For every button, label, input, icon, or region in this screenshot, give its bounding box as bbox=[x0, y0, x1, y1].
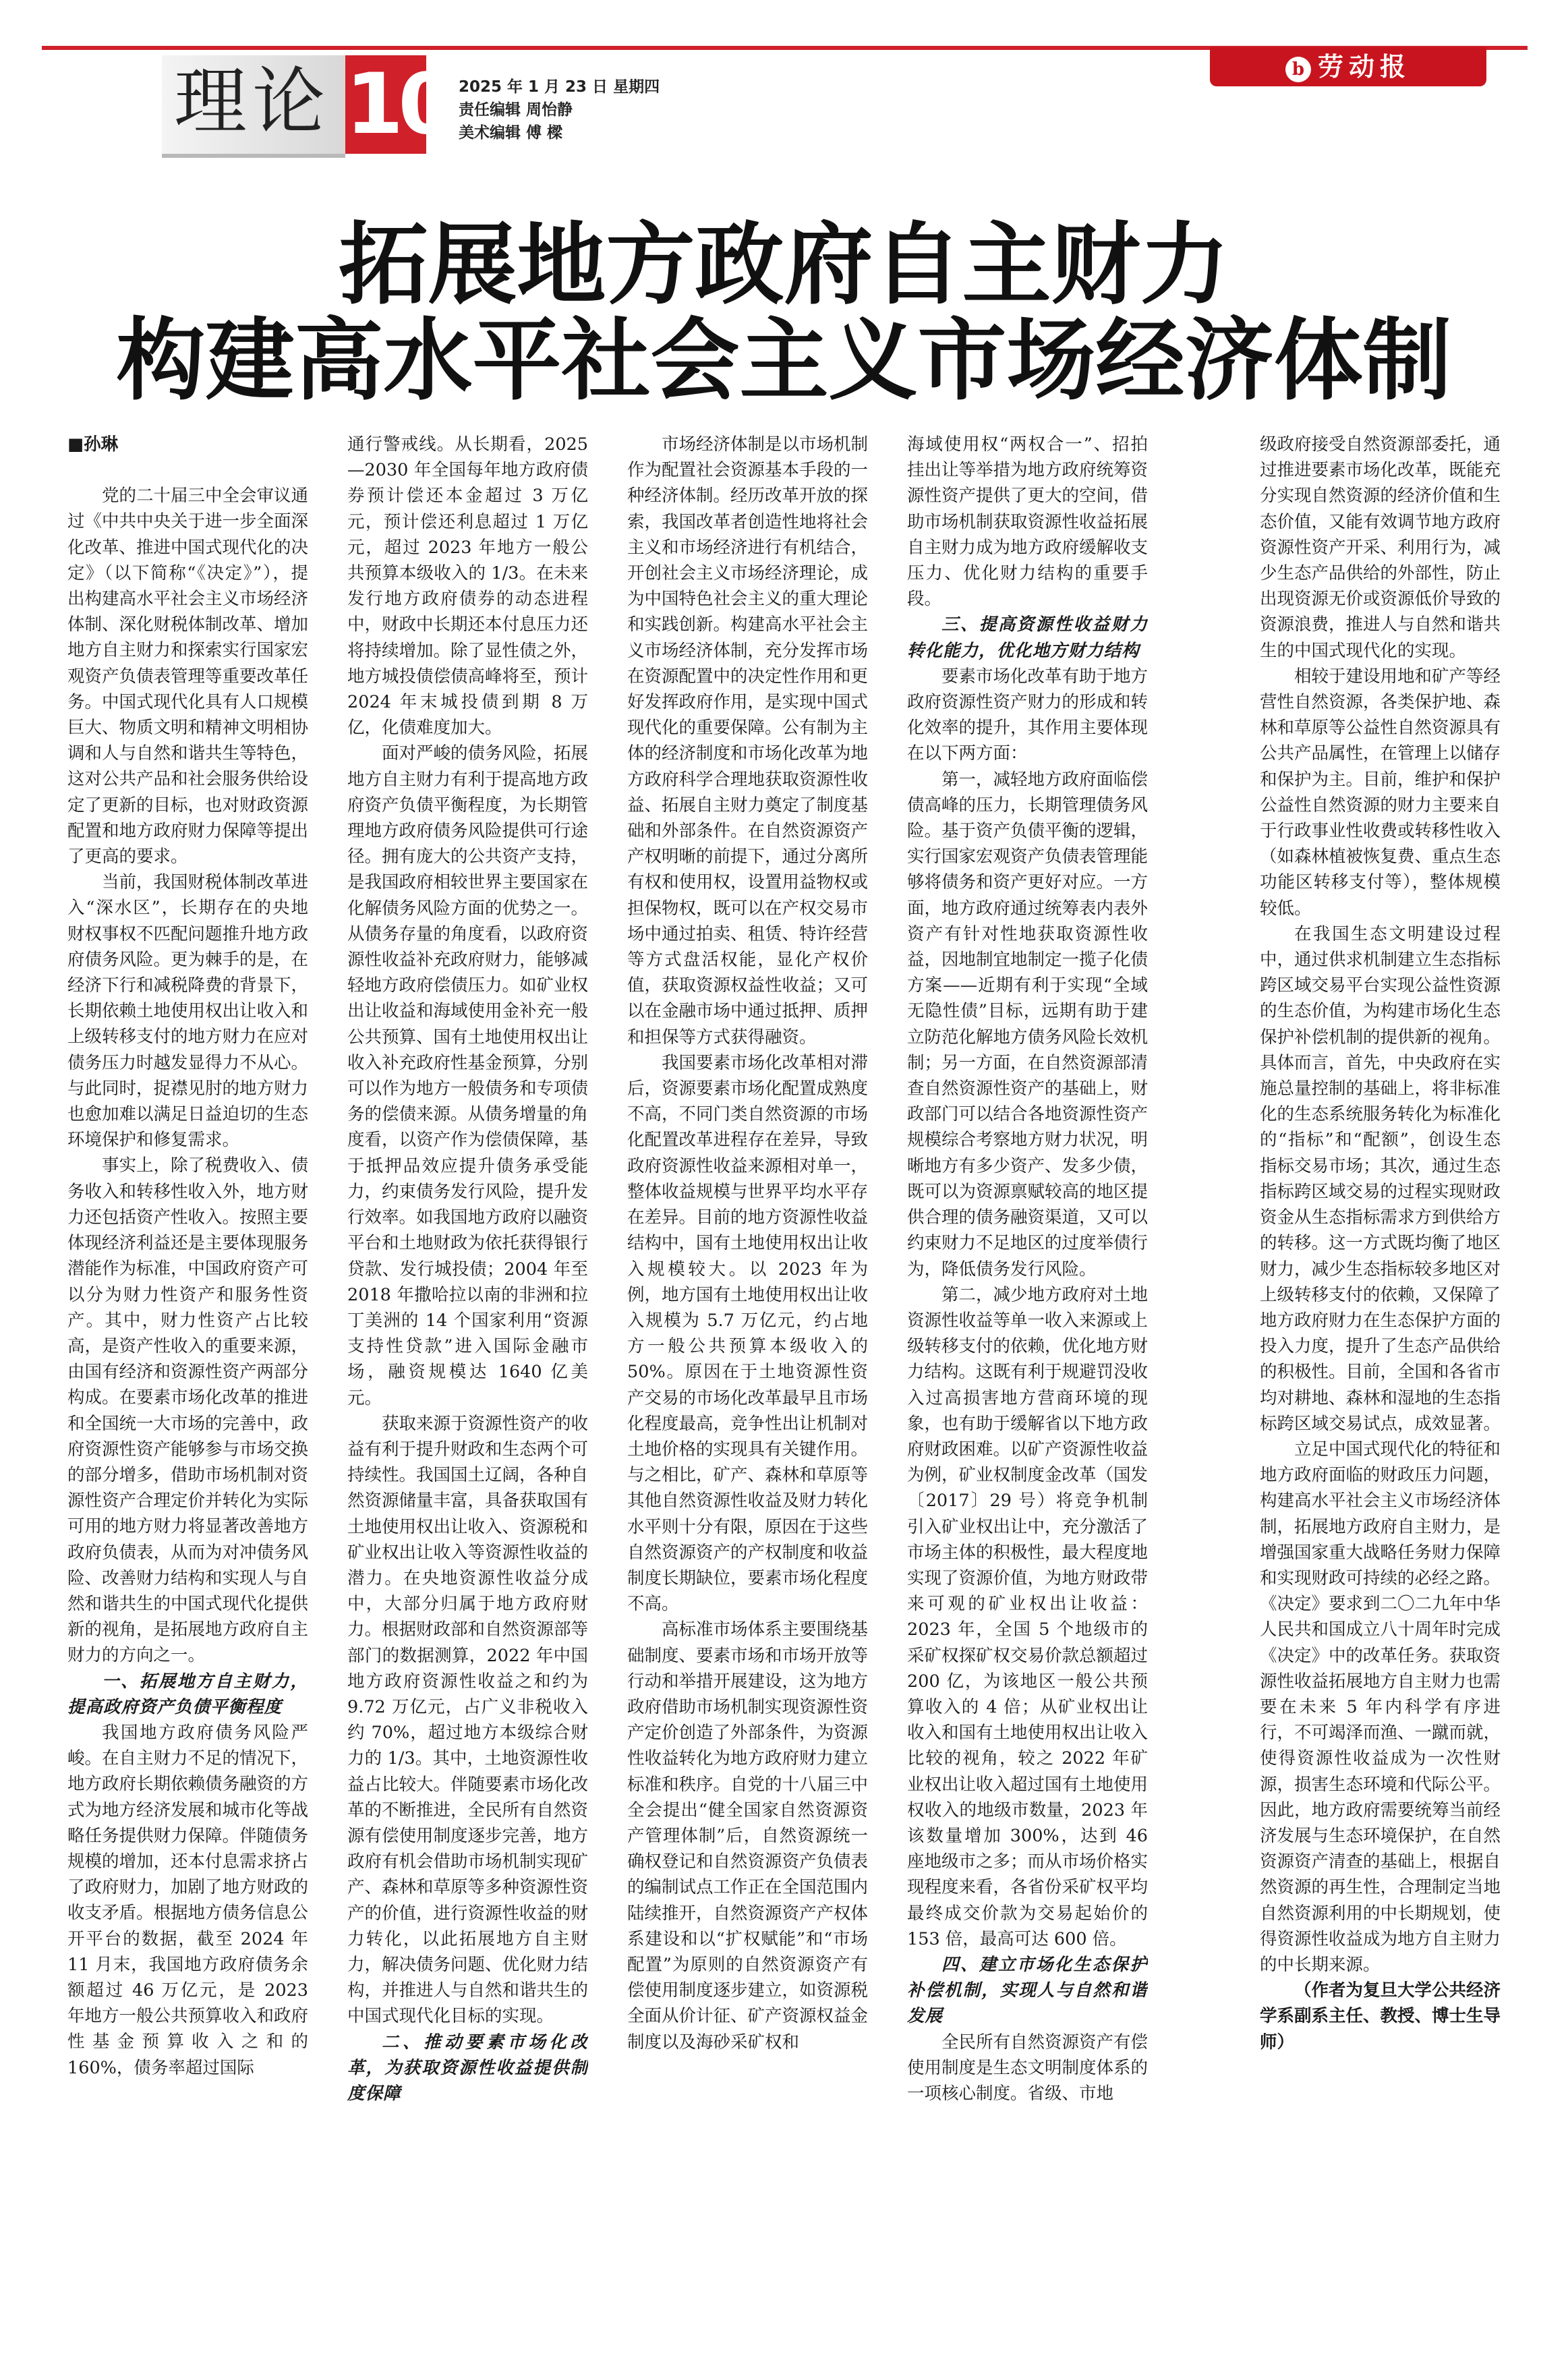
paragraph: 相较于建设用地和矿产等经营性自然资源，各类保护地、森林和草原等公益性自然资源具有公共产品属性，在管理上以储存和保护为主。目前，维护和保护公益性自然资源的财力主要来自于行政事业性收费或转移性收入（如森林植被恢复费、重点生态功能区转移支付等），整体规模较低。 bbox=[1260, 666, 1501, 919]
paragraph-continued: 海域使用权“两权合一”、招拍挂出让等举措为地方政府统筹资源性资产提供了更大的空间，借助市场机制获取资源性收益拓展自主财力成为地方政府缓解收支压力、优化财力结构的重要手段。 bbox=[907, 434, 1148, 610]
article-column-3 bbox=[627, 432, 868, 2320]
paragraph: 我国地方政府债务风险严峻。在自主财力不足的情况下，地方政府长期依赖债务融资的方式为地方经济发展和城市化等战略任务提供财力保障。伴随债务规模的增加，还本付息需求挤占了政府财力，加剧了地方财政的收支矛盾。根据地方债务信息公开平台的数据，截至 2024 年 11 月末，我国地方政府债务余额超过 46 万亿元，是 2023 年地方一般公共预算收入和政府性基金预算收入之和的 160%，债务率超过国际 bbox=[67, 1722, 308, 2078]
editor-line: 责任编辑 周怡静 bbox=[459, 101, 573, 119]
article-column-1 bbox=[67, 432, 308, 2320]
page-number: 10 bbox=[345, 56, 451, 153]
paragraph: 要素市场化改革有助于地方政府资源性资产财力的形成和转化效率的提升，其作用主要体现在以下两方面： bbox=[907, 666, 1148, 764]
masthead-logo bbox=[1210, 47, 1486, 86]
headline-line-1: 拓展地方政府自主财力 bbox=[339, 212, 1229, 317]
article-column-5 bbox=[1260, 432, 1501, 2320]
section-subheading: 一、拓展地方自主财力，提高政府资产负债平衡程度 bbox=[67, 1671, 308, 1717]
paragraph-continued: 级政府接受自然资源部委托，通过推进要素市场化改革，既能充分实现自然资源的经济价值和生态价值，又能有效调节地方政府资源性资产开采、利用行为，减少生态产品供给的外部性，防止出现资源无价或资源低价导致的资源浪费，推进人与自然和谐共生的中国式现代化的实现。 bbox=[1260, 434, 1501, 661]
paragraph: 当前，我国财税体制改革进入“深水区”，长期存在的央地财权事权不匹配问题推升地方政府债务风险。更为棘手的是，在经济下行和减税降费的背景下，长期依赖土地使用权出让收入和上级转移支付的地方财力在应对债务压力时越发显得力不从心。与此同时，捉襟见肘的地方财力也愈加难以满足日益迫切的生态环境保护和修复需求。 bbox=[67, 872, 308, 1151]
paragraph: 立足中国式现代化的特征和地方政府面临的财政压力问题，构建高水平社会主义市场经济体制，拓展地方政府自主财力，是增强国家重大战略任务财力保障和实现财政可持续的必经之路。《决定》要求到二〇二九年中华人民共和国成立八十周年时完成《决定》中的改革任务。获取资源性收益拓展地方自主财力也需要在未来 5 年内科学有序进行，不可竭泽而渔、一蹴而就，使得资源性收益成为一次性财源，损害生态环境和代际公平。因此，地方政府需要统筹当前经济发展与生态环境保护，在自然资源资产清查的基础上，根据自然资源的再生性，合理制定当地自然资源利用的中长期规划，使得资源性收益成为地方自主财力的中长期来源。 bbox=[1260, 1439, 1501, 1975]
issue-meta bbox=[459, 76, 660, 144]
section-title: 理论 bbox=[174, 60, 331, 144]
paragraph: 高标准市场体系主要围绕基础制度、要素市场和市场开放等行动和举措开展建设，这为地方政府借助市场机制实现资源性资产定价创造了外部条件，为资源性收益转化为地方政府财力建立标准和秩序。自党的十八届三中全会提出“健全国家自然资源资产管理体制”后，自然资源统一确权登记和自然资源资产负债表的编制试点工作正在全国范围内陆续推开，自然资源资产产权体系建设和以“扩权赋能”和“市场配置”为原则的自然资源资产有偿使用制度逐步建立，如资源税全面从价计征、矿产资源权益金制度以及海砂采矿权和 bbox=[627, 1619, 868, 2052]
byline: ■孙琳 bbox=[67, 434, 119, 455]
article-column-4 bbox=[907, 432, 1148, 2320]
section-subheading: 四、建立市场化生态保护补偿机制，实现人与自然和谐发展 bbox=[907, 1954, 1148, 2027]
paragraph: 在我国生态文明建设过程中，通过供求机制建立生态指标跨区域交易平台实现公益性资源的生态价值，为构建市场化生态保护补偿机制的提供新的视角。具体而言，首先，中央政府在实施总量控制的基础上，将非标准化的生态系统服务转化为标准化的“指标”和“配额”，创设生态指标交易市场；其次，通过生态指标跨区域交易的过程实现财政资金从生态指标需求方到供给方的转移。这一方式既均衡了地区财力，减少生态指标较多地区对上级转移支付的依赖，又保障了地方政府财力在生态保护方面的投入力度，提升了生态产品供给的积极性。目前，全国和各省市均对耕地、森林和湿地的生态指标跨区域交易试点，成效显著。 bbox=[1260, 923, 1501, 1434]
section-subheading: 三、提高资源性收益财力转化能力，优化地方财力结构 bbox=[907, 614, 1148, 661]
paragraph: 第二，减少地方政府对土地资源性收益等单一收入来源或上级转移支付的依赖，优化地方财力结构。这既有利于规避罚没收入过高损害地方营商环境的现象，也有助于缓解省以下地方政府财政困难。以矿产资源性收益为例，矿业权制度金改革（国发〔2017〕29 号）将竞争机制引入矿业权出让中，充分激活了市场主体的积极性，最大程度地实现了资源价值，为地方财政带来可观的矿业权出让收益：2023 年，全国 5 个地级市的采矿权探矿权交易价款总额超过 200 亿，为该地区一般公共预算收入的 4 倍；从矿业权出让收入和国有土地使用权出让收入比较的视角，较之 2022 年矿业权出让收入超过国有土地使用权收入的地级市数量，2023 年该数量增加 300%，达到 46 座地级市之多；而从市场价格实现程度来看，各省份采矿权平均最终成交价款为交易起始价的 153 倍，最高可达 600 倍。 bbox=[907, 1284, 1148, 1949]
headline-line-2: 构建高水平社会主义市场经济体制 bbox=[116, 308, 1452, 413]
author-note: （作者为复旦大学公共经济学系副系主任、教授、博士生导师） bbox=[1260, 1980, 1501, 2052]
masthead-text: 劳动报 bbox=[1317, 51, 1411, 82]
paragraph: 获取来源于资源性资产的收益有利于提升财政和生态两个可持续性。我国国土辽阔，各种自然资源储量丰富，具备获取国有土地使用权出让收入、资源税和矿业权出让收入等资源性收益的潜力。在央地资源性收益分成中，大部分归属于地方政府财力。根据财政部和自然资源部等部门的数据测算，2022 年中国地方政府资源性收益之和约为 9.72 万亿元，占广义非税收入约 70%，超过地方本级综合财力的 1/3。其中，土地资源性收益占比较大。伴随要素市场化改革的不断推进，全民所有自然资源有偿使用制度逐步完善，地方政府有机会借助市场机制实现矿产、森林和草原等多种资源性资产的价值，进行资源性收益的财力转化，以此拓展地方自主财力，解决债务问题、优化财力结构，并推进人与自然和谐共生的中国式现代化目标的实现。 bbox=[347, 1413, 588, 2027]
paragraph: 党的二十届三中全会审议通过《中共中央关于进一步全面深化改革、推进中国式现代化的决定》（以下简称“《决定》”），提出构建高水平社会主义市场经济体制、深化财税体制改革、增加地方自主财力和探索实行国家宏观资产负债表管理等重要改革任务。中国式现代化具有人口规模巨大、物质文明和精神文明相协调和人与自然和谐共生等特色，这对公共产品和社会服务供给设定了更新的目标，也对财政资源配置和地方政府财力保障等提出了更高的要求。 bbox=[67, 486, 308, 867]
paragraph: 事实上，除了税费收入、债务收入和转移性收入外，地方财力还包括资产性收入。按照主要体现经济利益还是主要体现服务潜能作为标准，中国政府资产可以分为财力性资产和服务性资产。其中，财力性资产占比较高，是资产性收入的重要来源，由国有经济和资源性资产两部分构成。在要素市场化改革的推进和全国统一大市场的完善中，政府资源性资产能够参与市场交换的部分增多，借助市场机制对资源性资产合理定价并转化为实际可用的地方财力将显著改善地方政府负债表，从而为对冲债务风险、改善财力结构和实现人与自然和谐共生的中国式现代化提供新的视角，是拓展地方政府自主财力的方向之一。 bbox=[67, 1155, 308, 1666]
date-line: 2025 年 1 月 23 日 星期四 bbox=[459, 78, 660, 96]
masthead-mark-icon: b bbox=[1285, 57, 1311, 82]
section-subheading: 二、推动要素市场化改革，为获取资源性收益提供制度保障 bbox=[347, 2032, 588, 2104]
art-editor-line: 美术编辑 傅 樑 bbox=[459, 124, 563, 142]
paragraph: 全民所有自然资源资产有偿使用制度是生态文明制度体系的一项核心制度。省级、市地 bbox=[907, 2032, 1148, 2104]
paragraph: 市场经济体制是以市场机制作为配置社会资源基本手段的一种经济体制。经历改革开放的探索，我国改革者创造性地将社会主义和市场经济进行有机结合，开创社会主义市场经济理论，成为中国特色社会主义的重大理论和实践创新。构建高水平社会主义市场经济体制，充分发挥市场在资源配置中的决定性作用和更好发挥政府作用，是实现中国式现代化的重要保障。公有制为主体的经济制度和市场化改革为地方政府科学合理地获取资源性收益、拓展自主财力奠定了制度基础和外部条件。在自然资源资产产权明晰的前提下，通过分离所有权和使用权，设置用益物权或担保物权，既可以在产权交易市场中通过拍卖、租赁、特许经营等方式盘活权能，显化产权价值，获取资源权益性收益；又可以在金融市场中通过抵押、质押和担保等方式获得融资。 bbox=[627, 434, 868, 1047]
paragraph: 第一，减轻地方政府面临偿债高峰的压力，长期管理债务风险。基于资产负债平衡的逻辑，实行国家宏观资产负债表管理能够将债务和资产更好对应。一方面，地方政府通过统筹表内表外资产有针对性地获取资源性收益，因地制宜地制定一揽子化债方案——近期有利于实现“全域无隐性债”目标，远期有助于建立防范化解地方债务风险长效机制；另一方面，在自然资源部清查自然资源性资产的基础上，财政部门可以结合各地资源性资产规模综合考察地方财力状况，明晰地方有多少资产、发多少债，既可以为资源禀赋较高的地区提供合理的债务融资渠道，又可以约束财力不足地区的过度举债行为，降低债务发行风险。 bbox=[907, 769, 1148, 1280]
article-column-2 bbox=[347, 432, 588, 2320]
paragraph: 我国要素市场化改革相对滞后，资源要素市场化配置成熟度不高，不同门类自然资源的市场化配置改革进程存在差异，导致政府资源性收益来源相对单一，整体收益规模与世界平均水平存在差异。目前的地方资源性收益结构中，国有土地使用权出让收入规模较大。以 2023 年为例，地方国有土地使用权出让收入规模为 5.7 万亿元，约占地方一般公共预算本级收入的 50%。原因在于土地资源性资产交易的市场化改革最早且市场化程度最高，竞争性出让机制对土地价格的实现具有关键作用。与之相比，矿产、森林和草原等其他自然资源性收益及财力转化水平则十分有限，原因在于这些自然资源资产的产权制度和收益制度长期缺位，要素市场化程度不高。 bbox=[627, 1052, 868, 1615]
paragraph-continued: 通行警戒线。从长期看，2025—2030 年全国每年地方政府债券预计偿还本金超过 3 万亿元，预计偿还利息超过 1 万亿元，超过 2023 年地方一般公共预算本级收入的 1/3。在未来发行地方政府债券的动态进程中，财政中长期还本付息压力还将持续增加。除了显性债之外，地方城投债偿债高峰将至，预计 2024 年末城投债到期 8 万亿，化债难度加大。 bbox=[347, 434, 588, 739]
paragraph: 面对严峻的债务风险，拓展地方自主财力有利于提高地方政府资产负债平衡程度，为长期管理地方政府债务风险提供可行途径。拥有庞大的公共资产支持，是我国政府相较世界主要国家在化解债务风险方面的优势之一。从债务存量的角度看，以政府资源性收益补充政府财力，能够减轻地方政府偿债压力。如矿业权出让收益和海域使用金补充一般公共预算、国有土地使用权出让收入补充政府性基金预算，分别可以作为地方一般债务和专项债务的偿债来源。从债务增量的角度看，以资产作为偿债保障，基于抵押品效应提升债务承受能力，约束债务发行风险，提升发行效率。如我国地方政府以融资平台和土地财政为依托获得银行贷款、发行城投债；2004 年至 2018 年撒哈拉以南的非洲和拉丁美洲的 14 个国家利用“资源支持性贷款”进入国际金融市场，融资规模达 1640 亿美元。 bbox=[347, 743, 588, 1408]
